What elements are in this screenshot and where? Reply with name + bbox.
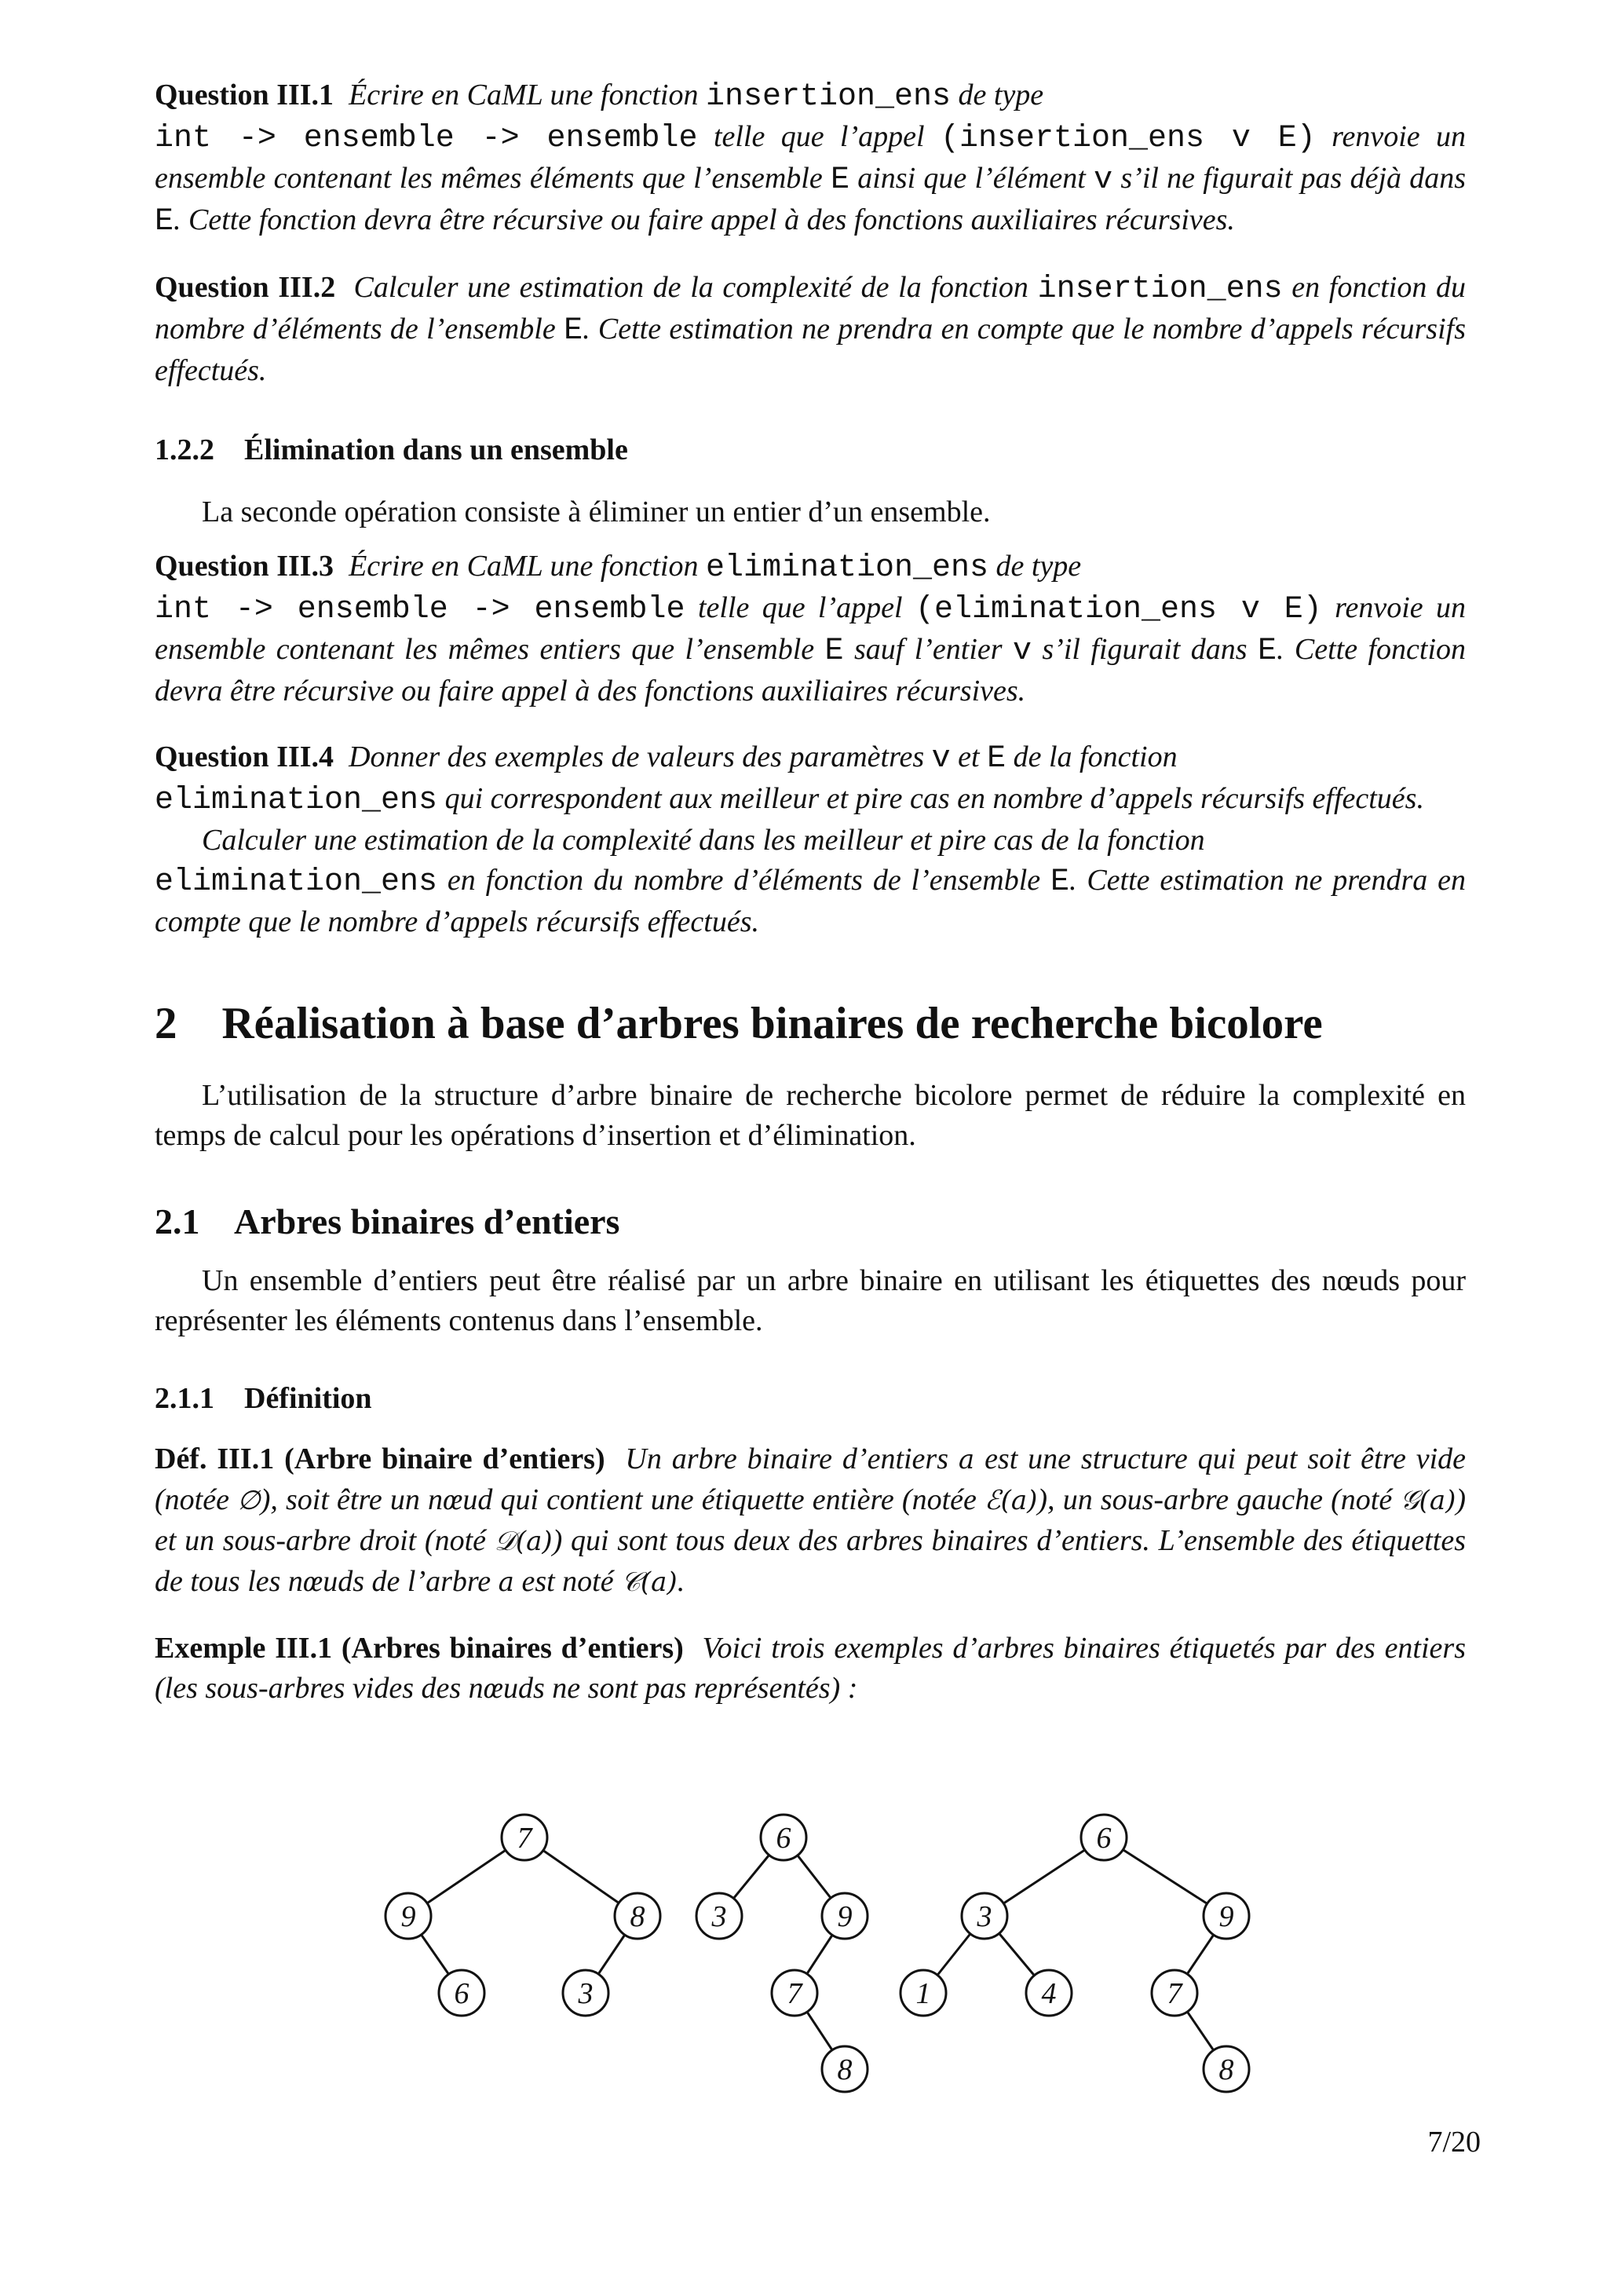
code-var: E bbox=[1050, 865, 1069, 900]
question-label: Question III.4 bbox=[155, 740, 334, 773]
node-label: 1 bbox=[915, 1977, 931, 2010]
tree-node bbox=[1026, 1970, 1072, 2016]
code-var: E bbox=[824, 634, 844, 669]
node-label: 6 bbox=[776, 1822, 791, 1855]
tree-node bbox=[385, 1893, 431, 1939]
definition-label: Déf. III.1 (Arbre binaire d’entiers) bbox=[155, 1442, 605, 1475]
heading-title: Définition bbox=[244, 1382, 372, 1415]
tree-node bbox=[615, 1893, 660, 1939]
heading-title: Réalisation à base d’arbres binaires de recherche bicolore bbox=[221, 999, 1323, 1048]
math-symbol: ℰ(a) bbox=[985, 1485, 1038, 1516]
tree-node bbox=[502, 1815, 547, 1860]
code-var: E bbox=[830, 163, 849, 198]
code-function-name: elimination_ens bbox=[705, 550, 989, 586]
heading-title: Élimination dans un ensemble bbox=[244, 433, 628, 466]
question-text: sauf l’entier bbox=[853, 633, 1003, 666]
tree-node bbox=[1204, 2046, 1249, 2092]
tree-node bbox=[1204, 1893, 1249, 1939]
code-var: E bbox=[564, 313, 583, 349]
code-var: E bbox=[155, 204, 174, 239]
question-text: . Cette fonction devra être récursive ou faire appel à des fonctions auxiliaires récursives. bbox=[174, 203, 1235, 236]
math-symbol: a bbox=[958, 1444, 975, 1475]
tree-node bbox=[696, 1893, 742, 1939]
question-text: Donner des exemples de valeurs des paramètres bbox=[349, 740, 925, 773]
question-text: Calculer une estimation de la complexité de la fonction bbox=[353, 271, 1028, 304]
code-function-name: insertion_ens bbox=[1037, 272, 1283, 307]
question-text: en fonction du nombre d’éléments de l’ensemble bbox=[155, 271, 1466, 345]
example-text: Voici trois exemples d’arbres binaires étiquetés par des entiers (les sous-arbres vides des nœuds ne sont pas représentés) : bbox=[155, 1632, 1466, 1705]
node-label: 9 bbox=[1218, 1900, 1234, 1933]
question-text: Écrire en CaML une fonction bbox=[349, 79, 699, 112]
tree-2 bbox=[696, 1815, 868, 2092]
node-label: 6 bbox=[454, 1977, 469, 2010]
code-type-signature: int -> ensemble -> ensemble bbox=[155, 592, 685, 627]
question-text: s’il ne figurait pas déjà dans bbox=[1120, 162, 1467, 195]
question-text: . Cette fonction devra être récursive ou faire appel à des fonctions auxiliaires récursives. bbox=[155, 633, 1467, 707]
example-label: Exemple III.1 (Arbres binaires d’entiers) bbox=[155, 1632, 684, 1665]
node-label: 9 bbox=[837, 1900, 853, 1933]
question-text: et bbox=[958, 740, 980, 773]
code-type-signature: int -> ensemble -> ensemble bbox=[155, 121, 698, 156]
tree-1 bbox=[385, 1815, 660, 2016]
tree-node bbox=[822, 2046, 868, 2092]
heading-number: 1.2.2 bbox=[155, 433, 214, 466]
tree-node bbox=[901, 1970, 946, 2016]
code-var: v bbox=[931, 741, 951, 777]
code-call: (insertion_ens v E) bbox=[940, 121, 1316, 156]
node-label: 9 bbox=[400, 1900, 416, 1933]
node-label: 8 bbox=[837, 2053, 853, 2086]
tree-node bbox=[772, 1970, 817, 2016]
node-label: 7 bbox=[517, 1822, 532, 1855]
node-label: 6 bbox=[1096, 1822, 1112, 1855]
question-label: Question III.3 bbox=[155, 550, 334, 583]
node-label: 7 bbox=[787, 1977, 802, 2010]
tree-node bbox=[439, 1970, 484, 2016]
definition-text: ) qui sont tous deux des arbres binaires d’entiers. L’ensemble des étiquettes de tous les nœuds de l’arbre bbox=[155, 1524, 1467, 1598]
paragraph: Un ensemble d’entiers peut être réalisé par un arbre binaire en utilisant les étiquettes des nœuds pour représenter les éléments contenus dans l’ensemble. bbox=[155, 1264, 1466, 1337]
question-text: qui correspondent aux meilleur et pire cas en nombre d’appels récursifs effectués. bbox=[444, 782, 1424, 815]
question-text: telle que l’appel bbox=[713, 120, 925, 153]
heading-title: Arbres binaires d’entiers bbox=[233, 1201, 620, 1241]
tree-3 bbox=[901, 1815, 1249, 2092]
question-text: de la fonction bbox=[1013, 740, 1178, 773]
math-symbol: 𝒟(a) bbox=[494, 1526, 553, 1557]
question-text: Écrire en CaML une fonction bbox=[349, 550, 699, 583]
node-label: 8 bbox=[1218, 2053, 1234, 2086]
tree-node bbox=[563, 1970, 608, 2016]
question-text: s’il figurait dans bbox=[1042, 633, 1248, 666]
question-text: . Cette estimation ne prendra en compte que le nombre d’appels récursifs effectués. bbox=[155, 864, 1466, 938]
node-label: 3 bbox=[977, 1900, 992, 1933]
math-symbol: ∅ bbox=[237, 1485, 261, 1516]
question-text: Calculer une estimation de la complexité dans les meilleur et pire cas de la fonction bbox=[202, 824, 1205, 857]
node-label: 7 bbox=[1167, 1977, 1182, 2010]
question-text: ainsi que l’élément bbox=[857, 162, 1086, 195]
page-number: 7/20 bbox=[1427, 2126, 1481, 2159]
code-function-name: insertion_ens bbox=[705, 79, 952, 115]
definition-text: ), soit être un nœud qui contient une étiquette entière (notée bbox=[260, 1483, 977, 1516]
question-text: de type bbox=[958, 79, 1044, 112]
definition-text: ) et un sous-arbre droit (noté bbox=[155, 1483, 1467, 1557]
node-label: 8 bbox=[630, 1900, 645, 1933]
question-label: Question III.2 bbox=[155, 271, 336, 304]
definition-text: est noté bbox=[521, 1565, 614, 1598]
question-text: . Cette estimation ne prendra en compte que le nombre d’appels récursifs effectués. bbox=[155, 313, 1467, 387]
node-label: 4 bbox=[1041, 1977, 1057, 2010]
question-text: telle que l’appel bbox=[697, 591, 903, 624]
code-function-name: elimination_ens bbox=[155, 865, 438, 900]
heading-number: 2.1.1 bbox=[155, 1382, 214, 1415]
question-text: en fonction du nombre d’éléments de l’ensemble bbox=[447, 864, 1041, 897]
question-text: de type bbox=[995, 550, 1082, 583]
math-symbol: 𝒢(a) bbox=[1400, 1485, 1456, 1516]
question-label: Question III.1 bbox=[155, 79, 334, 112]
question-text: renvoie un ensemble contenant les mêmes éléments que l’ensemble bbox=[155, 120, 1467, 195]
code-var: E bbox=[1257, 634, 1277, 669]
code-var: v bbox=[1012, 634, 1032, 669]
heading-number: 2 bbox=[155, 999, 177, 1048]
definition-text: ), un sous-arbre gauche (noté bbox=[1037, 1483, 1393, 1516]
math-symbol: 𝒞(a) bbox=[621, 1567, 678, 1598]
tree-node bbox=[1152, 1970, 1197, 2016]
definition-text: est une structure qui peut soit être vide (notée bbox=[155, 1442, 1467, 1516]
heading-number: 2.1 bbox=[155, 1201, 200, 1241]
code-call: (elimination_ens v E) bbox=[915, 592, 1322, 627]
code-var: v bbox=[1094, 163, 1113, 198]
math-symbol: a bbox=[498, 1567, 514, 1598]
definition-text: Un arbre binaire d’entiers bbox=[625, 1442, 948, 1475]
node-label: 3 bbox=[578, 1977, 594, 2010]
question-text: renvoie un ensemble contenant les mêmes entiers que l’ensemble bbox=[155, 591, 1467, 666]
tree-node bbox=[822, 1893, 868, 1939]
tree-node bbox=[761, 1815, 806, 1860]
code-function-name: elimination_ens bbox=[155, 783, 438, 818]
paragraph: La seconde opération consiste à éliminer un entier d’un ensemble. bbox=[202, 495, 991, 528]
code-var: E bbox=[987, 741, 1006, 777]
definition-text: . bbox=[677, 1565, 685, 1598]
node-label: 3 bbox=[711, 1900, 727, 1933]
tree-node bbox=[962, 1893, 1007, 1939]
tree-node bbox=[1081, 1815, 1127, 1860]
paragraph: L’utilisation de la structure d’arbre binaire de recherche bicolore permet de réduire la complexité en temps de calcul pour les opérations d’insertion et d’élimination. bbox=[155, 1079, 1466, 1152]
